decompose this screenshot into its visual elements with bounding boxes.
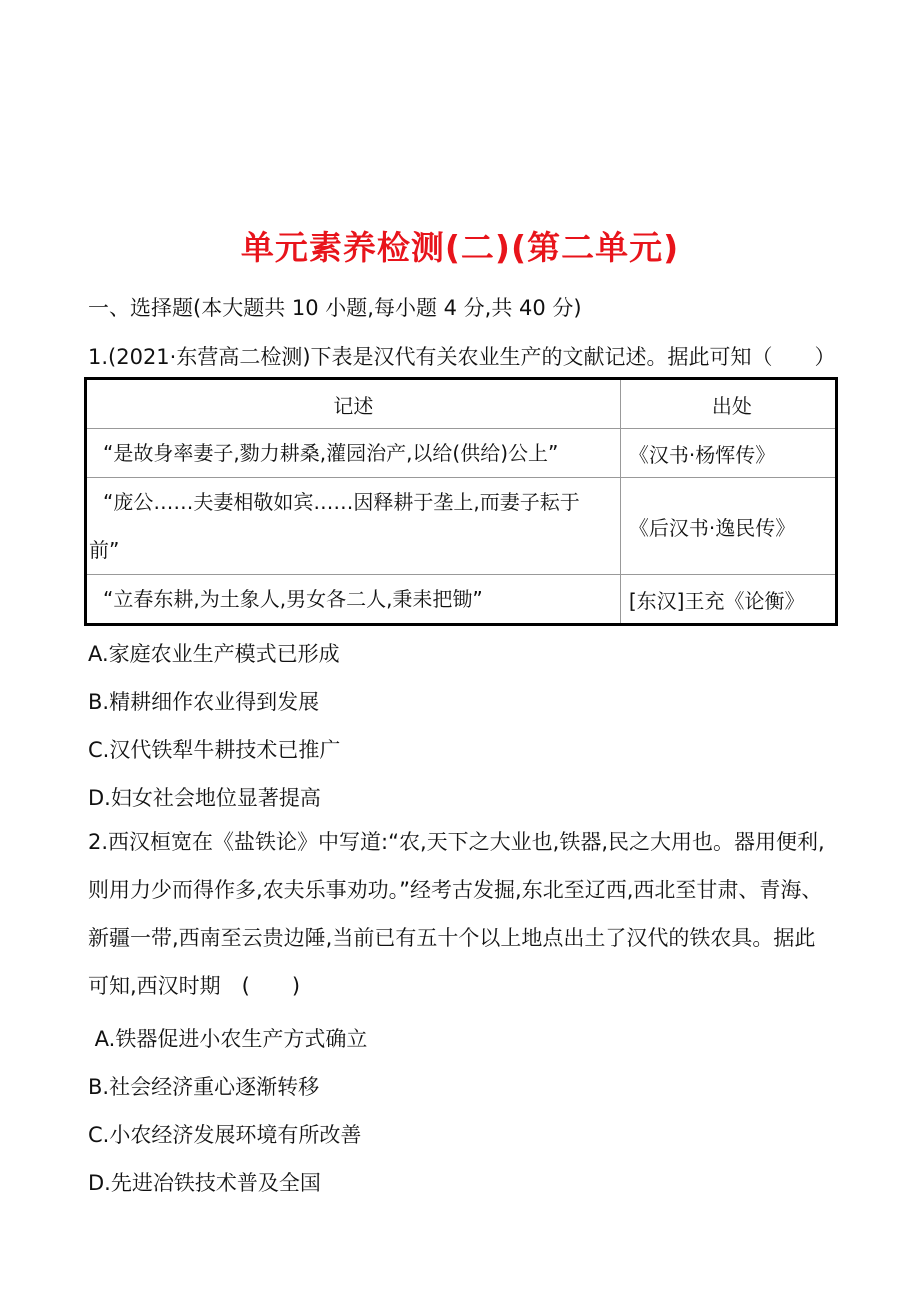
q1-option-c: C.汉代铁犁牛耕技术已推广 xyxy=(88,738,341,762)
page-title: 单元素养检测(二)(第二单元) xyxy=(240,228,680,267)
quote-line: “庞公……夫妻相敬如宾……因释耕于垄上,而妻子耘于 xyxy=(103,490,580,514)
q1-option-a: A.家庭农业生产模式已形成 xyxy=(88,642,340,666)
quote-text: “是故身率妻子,勠力耕桑,灌园治产,以给(供给)公上” xyxy=(103,441,559,465)
quote-line: 前” xyxy=(89,538,120,562)
section-heading: 一、选择题(本大题共 10 小题,每小题 4 分,共 40 分) xyxy=(88,296,582,320)
header-cell-source: 出处 xyxy=(620,379,836,429)
stem-line: 可知,西汉时期 ( ) xyxy=(88,974,301,998)
stem-line: 则用力少而得作多,农夫乐事劝功。”经考古发掘,东北至辽西,西北至甘肃、青海、 xyxy=(88,878,823,902)
table-header-row xyxy=(86,379,837,429)
table-row xyxy=(86,575,837,625)
question-1-stem: 1.(2021·东营高二检测)下表是汉代有关农业生产的文献记述。据此可知（ ） xyxy=(88,345,836,369)
stem-line: 2.西汉桓宽在《盐铁论》中写道:“农,天下之大业也,铁器,民之大用也。器用便利, xyxy=(88,830,825,854)
question-2-stem xyxy=(88,818,840,1010)
q2-option-d: D.先进冶铁技术普及全国 xyxy=(88,1171,321,1195)
table-row xyxy=(86,478,837,575)
source-text: [东汉]王充《论衡》 xyxy=(620,575,836,625)
q1-option-d: D.妇女社会地位显著提高 xyxy=(88,786,321,810)
q1-option-b: B.精耕细作农业得到发展 xyxy=(88,690,320,714)
source-text: 《后汉书·逸民传》 xyxy=(620,478,836,575)
table-row xyxy=(86,429,837,478)
q2-option-a: A.铁器促进小农生产方式确立 xyxy=(88,1027,368,1051)
source-text: 《汉书·杨恽传》 xyxy=(620,429,836,478)
quote-text xyxy=(87,478,620,574)
stem-line: 新疆一带,西南至云贵边陲,当前已有五十个以上地点出土了汉代的铁农具。据此 xyxy=(88,926,816,950)
q2-option-c: C.小农经济发展环境有所改善 xyxy=(88,1123,362,1147)
header-cell-record: 记述 xyxy=(86,379,621,429)
q2-option-b: B.社会经济重心逐渐转移 xyxy=(88,1075,320,1099)
quote-table xyxy=(84,377,838,626)
quote-text: “立春东耕,为土象人,男女各二人,秉耒把锄” xyxy=(103,587,483,611)
